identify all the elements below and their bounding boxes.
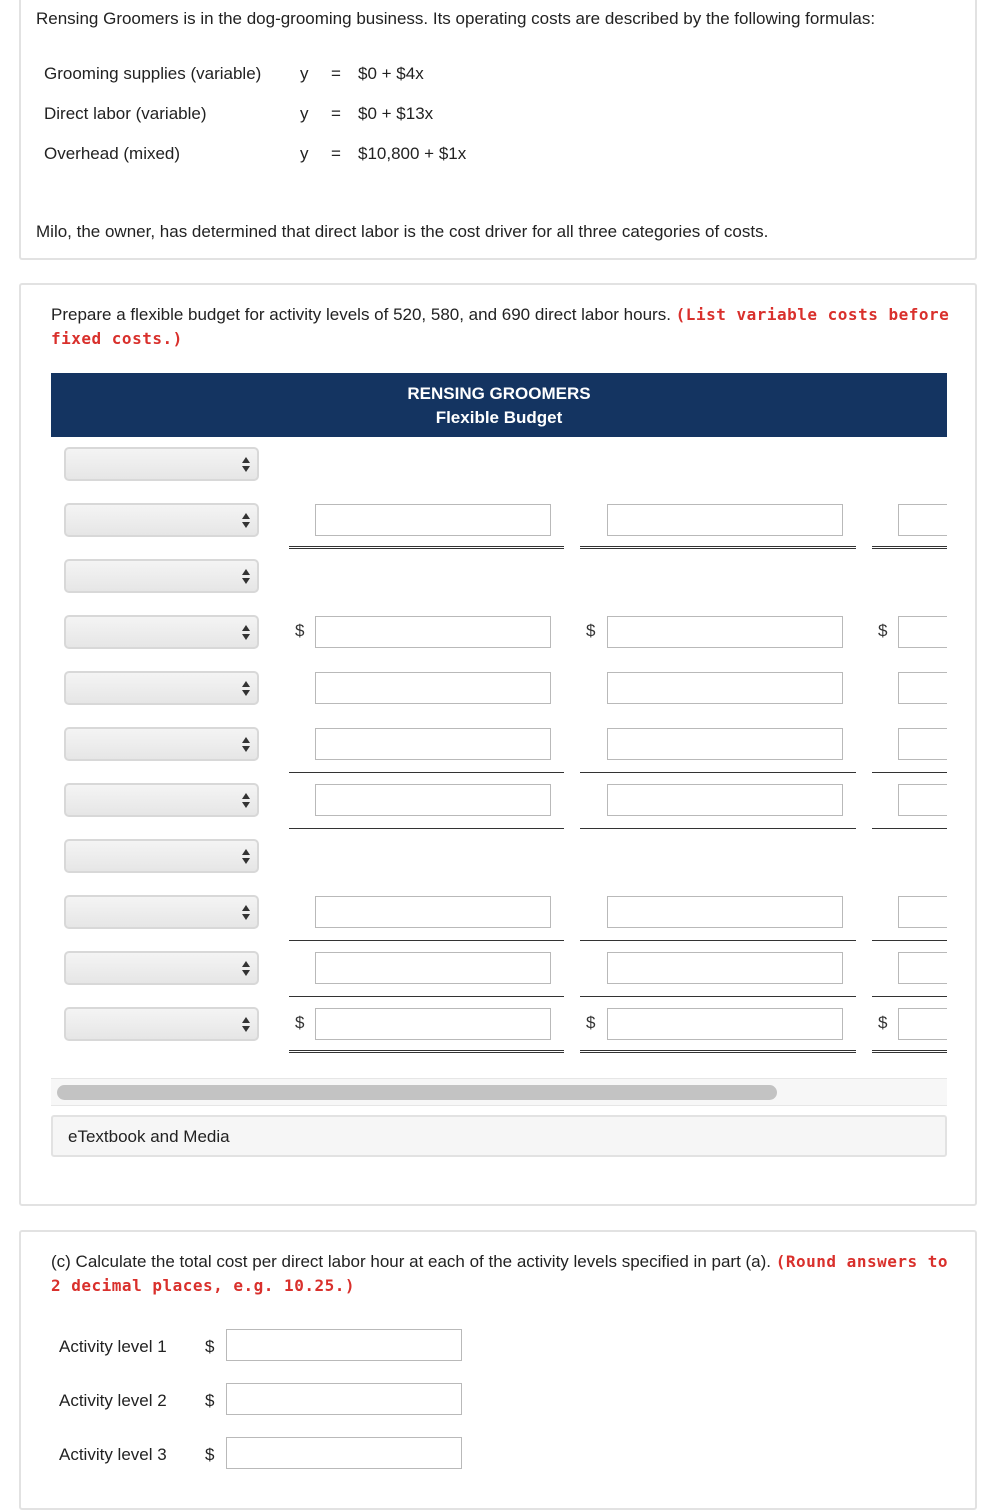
budget-input-col1[interactable] (315, 1008, 551, 1040)
formula-y: y (300, 104, 309, 123)
formula-expression: $10,800 + $1x (358, 144, 467, 163)
formula-y: y (300, 64, 309, 83)
select-arrows-icon (242, 959, 250, 977)
formula-label: Direct labor (variable) (44, 104, 207, 123)
total-double-underline (580, 546, 856, 549)
activity-level-label: Activity level 3 (59, 1445, 167, 1464)
formula-expression: $0 + $13x (358, 104, 434, 123)
budget-row-select[interactable] (64, 503, 259, 537)
budget-row-select[interactable] (64, 951, 259, 985)
total-double-underline (872, 1050, 947, 1053)
subtotal-underline (872, 772, 947, 773)
budget-input-col3[interactable] (898, 784, 947, 816)
budget-row-select[interactable] (64, 727, 259, 761)
total-double-underline (289, 546, 564, 549)
subtotal-underline (872, 996, 947, 997)
currency-symbol: $ (586, 621, 596, 640)
budget-input-col1[interactable] (315, 728, 551, 760)
budget-row-select[interactable] (64, 615, 259, 649)
activity-level-label: Activity level 1 (59, 1337, 167, 1356)
subtotal-underline (872, 828, 947, 829)
formula-equals: = (331, 64, 341, 83)
budget-row-select[interactable] (64, 783, 259, 817)
budget-input-col3[interactable] (898, 672, 947, 704)
formula-label: Overhead (mixed) (44, 144, 181, 163)
currency-symbol: $ (878, 1013, 888, 1032)
budget-input-col2[interactable] (607, 616, 843, 648)
formula-equals: = (331, 104, 341, 123)
budget-row-select[interactable] (64, 447, 259, 481)
subtotal-underline (289, 940, 564, 941)
budget-company: RENSING GROOMERS (407, 384, 591, 403)
formula-expression: $0 + $4x (358, 64, 424, 83)
total-double-underline (872, 546, 947, 549)
budget-input-col1[interactable] (315, 504, 551, 536)
subtotal-underline (580, 772, 856, 773)
cost-driver-text: Milo, the owner, has determined that direct labor is the cost driver for all three categories of costs. (36, 222, 769, 241)
subtotal-underline (289, 828, 564, 829)
budget-input-col3[interactable] (898, 728, 947, 760)
select-arrows-icon (242, 903, 250, 921)
currency-symbol: $ (878, 621, 888, 640)
select-arrows-icon (242, 735, 250, 753)
total-double-underline (289, 1050, 564, 1053)
budget-row-select[interactable] (64, 839, 259, 873)
intro-text: Rensing Groomers is in the dog-grooming business. Its operating costs are described by the following formulas: (36, 9, 876, 28)
budget-input-col2[interactable] (607, 952, 843, 984)
budget-input-col1[interactable] (315, 952, 551, 984)
part-a-note: (List variable costs before fixed costs.) (51, 305, 950, 348)
formula-y: y (300, 144, 309, 163)
select-arrows-icon (242, 623, 250, 641)
activity-level-label: Activity level 2 (59, 1391, 167, 1410)
budget-row-select[interactable] (64, 559, 259, 593)
currency-symbol: $ (295, 1013, 305, 1032)
total-double-underline (580, 1050, 856, 1053)
budget-input-col1[interactable] (315, 672, 551, 704)
budget-input-col3[interactable] (898, 616, 947, 648)
formula-label: Grooming supplies (variable) (44, 64, 262, 83)
subtotal-underline (289, 996, 564, 997)
budget-input-col3[interactable] (898, 896, 947, 928)
part-c-note: (Round answers to 2 decimal places, e.g. 10.25.) (51, 1252, 949, 1295)
problem-statement-panel (19, 0, 977, 260)
budget-row-select[interactable] (64, 671, 259, 705)
budget-header (51, 373, 947, 437)
budget-input-col2[interactable] (607, 672, 843, 704)
budget-input-col3[interactable] (898, 1008, 947, 1040)
select-arrows-icon (242, 455, 250, 473)
part-a-instruction-text: Prepare a flexible budget for activity levels of 520, 580, and 690 direct labor hours. (51, 305, 671, 324)
budget-input-col2[interactable] (607, 504, 843, 536)
budget-input-col2[interactable] (607, 784, 843, 816)
budget-input-col1[interactable] (315, 616, 551, 648)
currency-symbol: $ (586, 1013, 596, 1032)
formula-equals: = (331, 144, 341, 163)
currency-symbol: $ (295, 621, 305, 640)
budget-input-col1[interactable] (315, 784, 551, 816)
select-arrows-icon (242, 511, 250, 529)
select-arrows-icon (242, 679, 250, 697)
budget-input-col3[interactable] (898, 952, 947, 984)
budget-row-select[interactable] (64, 1007, 259, 1041)
currency-symbol: $ (205, 1445, 215, 1464)
currency-symbol: $ (205, 1337, 215, 1356)
budget-input-col1[interactable] (315, 896, 551, 928)
activity-level-1-input[interactable] (226, 1329, 462, 1361)
select-arrows-icon (242, 791, 250, 809)
budget-input-col2[interactable] (607, 1008, 843, 1040)
part-c-instruction (51, 1250, 951, 1298)
budget-input-col3[interactable] (898, 504, 947, 536)
budget-input-col2[interactable] (607, 728, 843, 760)
subtotal-underline (289, 772, 564, 773)
subtotal-underline (580, 828, 856, 829)
part-c-instruction-text: (c) Calculate the total cost per direct labor hour at each of the activity levels specified in part (a). (51, 1252, 772, 1271)
select-arrows-icon (242, 567, 250, 585)
budget-title: Flexible Budget (435, 408, 563, 427)
select-arrows-icon (242, 1015, 250, 1033)
select-arrows-icon (242, 847, 250, 865)
horizontal-scrollbar-thumb[interactable] (57, 1085, 777, 1100)
budget-input-col2[interactable] (607, 896, 843, 928)
subtotal-underline (580, 996, 856, 997)
activity-level-2-input[interactable] (226, 1383, 462, 1415)
budget-row-select[interactable] (64, 895, 259, 929)
etextbook-media-link[interactable]: eTextbook and Media (51, 1115, 947, 1157)
part-a-instruction (51, 303, 951, 351)
activity-level-3-input[interactable] (226, 1437, 462, 1469)
subtotal-underline (580, 940, 856, 941)
subtotal-underline (872, 940, 947, 941)
currency-symbol: $ (205, 1391, 215, 1410)
